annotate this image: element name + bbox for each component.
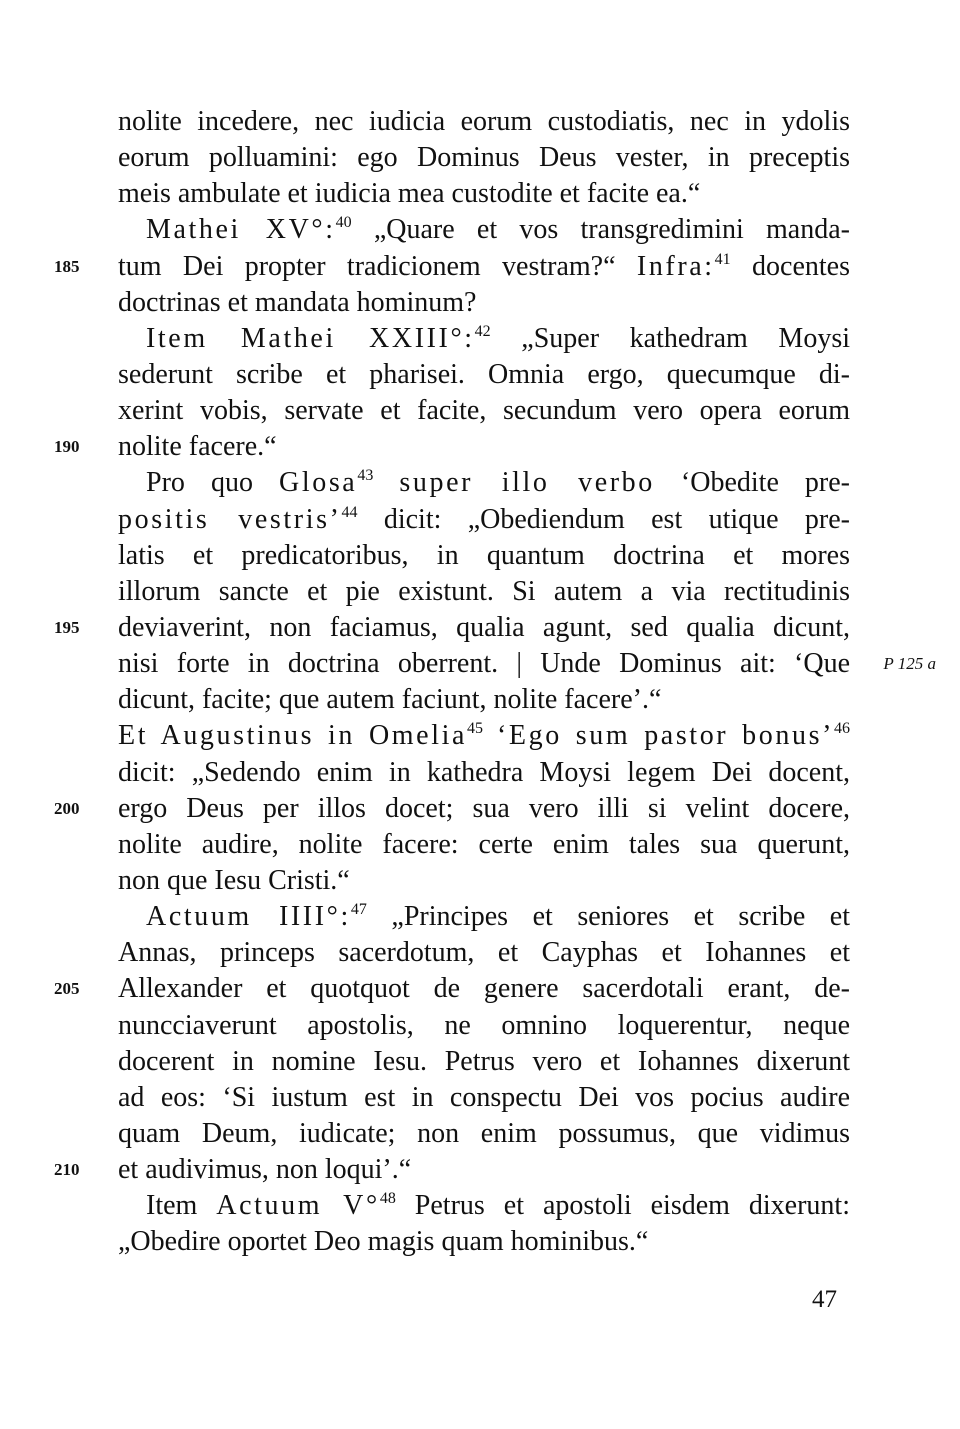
text-line [118,1116,850,1152]
citation-spaced: Actuum V° [216,1190,380,1222]
text-line [118,718,850,754]
text-line [118,104,850,140]
text-line [54,1152,850,1188]
line-text: non que Iesu Cristi.“ [118,864,350,896]
main-text [54,104,936,1261]
line-text: ergo Deus per illos docet; sua vero illi si velint docere, [118,792,850,824]
text-line [54,610,850,646]
line-text: xerint vobis, servate et facite, secundum vero opera eorum [118,395,850,427]
line-text: nolite facere.“ [118,431,277,463]
line-text: illorum sancte et pie existunt. Si autem a via rectitudinis [118,575,850,607]
line-text: Item [146,1190,217,1222]
line-text: tum Dei propter tradicionem vestram?“ [118,250,637,282]
line-number: 205 [54,979,80,999]
text-line [118,465,850,501]
text-line [118,357,850,393]
text-line [118,1008,850,1044]
text-line [118,321,850,357]
footnote-mark: 47 [350,901,367,919]
text-line [118,538,850,574]
footnote-mark: 40 [335,214,352,232]
margin-note: P 125 a [883,654,936,674]
line-text: dicunt, facite; que autem faciunt, nolite facere’.“ [118,684,662,716]
line-text: docentes [730,250,850,282]
line-text: meis ambulate et iudicia mea custodite et facite ea.“ [118,178,701,210]
text-line [118,935,850,971]
line-text: „Quare et vos transgredimini manda- [351,214,850,246]
line-text: latis et predicatoribus, in quantum doctrina et mores [118,539,850,571]
line-text: Pro quo [146,467,280,499]
line-text: nisi forte in doctrina oberrent. | Unde Dominus ait: ‘Que [118,648,850,680]
text-line [118,1188,850,1224]
line-text: „Obedire oportet Deo magis quam hominibus.“ [118,1226,649,1258]
citation-spaced: Et Augustinus in Omelia [118,720,467,752]
footnote-mark: 44 [341,503,358,521]
footnote-mark: 41 [714,250,731,268]
line-text [373,467,399,498]
text-line [118,574,850,610]
text-line [118,393,850,429]
citation-spaced: Item Mathei XXIII°: [146,322,475,354]
line-number: 200 [54,798,80,818]
text-line [118,140,850,176]
text-line [118,1044,850,1080]
citation-spaced: Infra: [636,250,715,282]
line-text: quam Deum, iudicate; non enim possumus, que vidimus [118,1117,850,1149]
text-line [54,791,850,827]
text-line [54,971,850,1007]
text-line [118,285,850,321]
text-line [118,755,850,791]
text-line [118,646,936,682]
line-text: nolite incedere, nec iudicia eorum custodiatis, nec in ydolis [118,106,850,137]
line-number: 210 [54,1160,80,1180]
line-text: ad eos: ‘Si iustum est in conspectu Dei vos pocius audire [118,1081,850,1113]
line-text: ‘Obedite pre- [654,467,851,499]
text-line [118,502,850,538]
line-number: 195 [54,617,80,637]
text-line [54,429,850,465]
citation-spaced: Mathei XV°: [146,214,336,246]
line-text: et audivimus, non loqui’.“ [118,1154,412,1186]
footnote-mark: 42 [474,322,491,340]
line-text: dicit: „Sedendo enim in kathedra Moysi legem Dei docent, [118,756,850,788]
text-line [118,212,850,248]
citation-spaced: ‘Ego sum pastor bonus’ [483,720,834,752]
line-text: deviaverint, non faciamus, qualia agunt, sed qualia dicunt, [118,611,850,643]
line-text: sederunt scribe et pharisei. Omnia ergo, quecumque di- [118,358,850,390]
line-text: nolite audire, nolite facere: certe enim tales sua querunt, [118,828,850,860]
citation-spaced: Glosa [279,467,358,499]
line-text: docerent in nomine Iesu. Petrus vero et Iohannes dixerunt [118,1045,850,1077]
text-line [118,863,850,899]
text-line [118,827,850,863]
line-text: dicit: „Obediendum est utique pre- [357,503,850,535]
line-text: Petrus et apostoli eisdem dixerunt: [395,1190,850,1222]
line-text: doctrinas et mandata hominum? [118,286,477,318]
text-line [118,899,850,935]
line-text: Annas, princeps sacerdotum, et Cayphas et Iohannes et [118,937,850,969]
text-line [118,176,850,212]
citation-spaced: super illo verbo [399,467,655,499]
footnote-mark: 45 [467,720,483,738]
footnote-mark: 46 [834,720,850,738]
line-text: Allexander et quotquot de genere sacerdotali erant, de- [118,973,850,1005]
citation-spaced: Actuum IIII°: [146,901,351,933]
line-text: „Principes et seniores et scribe et [366,901,851,933]
text-line [118,1224,850,1260]
line-number: 190 [54,437,80,457]
line-text: „Super kathedram Moysi [490,322,850,354]
text-line [118,1080,850,1116]
page-number: 47 [812,1286,837,1313]
line-text: eorum polluamini: ego Dominus Deus vester, in preceptis [118,142,850,174]
line-number: 185 [54,256,80,276]
citation-spaced: positis vestris’ [118,503,342,535]
text-line [54,249,850,285]
footnote-mark: 48 [379,1190,396,1208]
footnote-mark: 43 [357,467,374,485]
line-text: nuncciaverunt apostolis, ne omnino loquerentur, neque [118,1009,850,1041]
text-line [118,682,850,718]
